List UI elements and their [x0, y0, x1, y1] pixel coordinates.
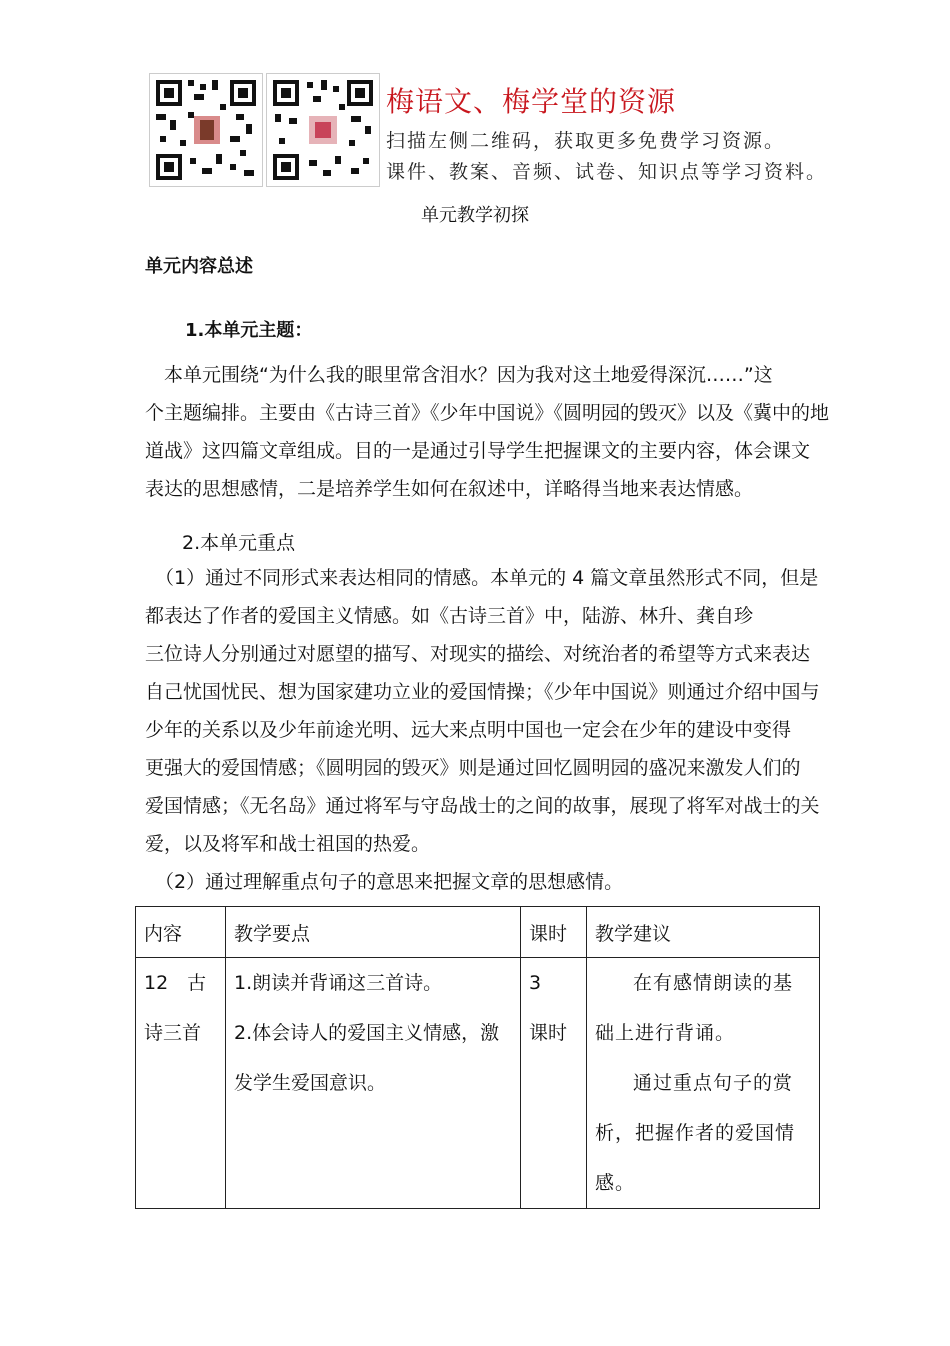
banner-line-1: 扫描左侧二维码，获取更多免费学习资源。	[386, 130, 786, 152]
table-row	[136, 958, 820, 1209]
focus-line: （1）通过不同形式来表达相同的情感。本单元的 4 篇文章虽然形式不同，但是	[155, 567, 819, 589]
focus-line: 爱，以及将军和战士祖国的热爱。	[145, 833, 431, 855]
section-heading: 单元内容总述	[145, 256, 253, 277]
focus-paragraph	[145, 559, 820, 901]
focus-line-2: （2）通过理解重点句子的意思来把握文章的思想感情。	[155, 871, 624, 893]
table-header-row	[136, 907, 820, 958]
theme-line: 道战》这四篇文章组成。目的一是通过引导学生把握课文的主要内容，体会课文	[145, 440, 811, 462]
theme-line: 个主题编排。主要由《古诗三首》《少年中国说》《圆明园的毁灭》以及《冀中的地	[145, 402, 830, 424]
focus-line: 三位诗人分别通过对愿望的描写、对现实的描绘、对统治者的希望等方式来表达	[145, 643, 811, 665]
qr-code-icon	[150, 74, 262, 186]
focus-line: 都表达了作者的爱国主义情感。如《古诗三首》中，陆游、林升、龚自珍	[145, 605, 754, 627]
focus-line: 自己忧国忧民、想为国家建功立业的爱国情操；《少年中国说》则通过介绍中国与	[145, 681, 820, 703]
cell-content: 12 古诗三首	[136, 958, 226, 1209]
suggestion-item: 通过重点句子的赏析，把握作者的爱国情感。	[595, 1072, 796, 1194]
focus-line: 少年的关系以及少年前途光明、远大来点明中国也一定会在少年的建设中变得	[145, 719, 792, 741]
header-points: 教学要点	[226, 907, 521, 958]
qr-code-left	[149, 73, 263, 187]
focus-heading: 2.本单元重点	[182, 532, 296, 554]
header-content: 内容	[136, 907, 226, 958]
focus-line: 爱国情感；《无名岛》通过将军与守岛战士的之间的故事，展现了将军对战士的关	[145, 795, 820, 817]
teaching-plan-table	[135, 906, 820, 1209]
theme-heading: 1.本单元主题：	[185, 320, 313, 341]
theme-line: 表达的思想感情，二是培养学生如何在叙述中，详略得当地来表达情感。	[145, 478, 754, 500]
banner-line-2: 课件、教案、音频、试卷、知识点等学习资料。	[386, 161, 828, 183]
focus-line: 更强大的爱国情感；《圆明园的毁灭》则是通过回忆圆明园的盛况来激发人们的	[145, 757, 801, 779]
cell-suggestions	[587, 958, 820, 1209]
header-suggestions: 教学建议	[587, 907, 820, 958]
theme-line: 本单元围绕“为什么我的眼里常含泪水？因为我对这土地爱得深沉……”这	[164, 364, 773, 386]
cell-points	[226, 958, 521, 1209]
suggestion-item: 在有感情朗读的基础上进行背诵。	[595, 972, 794, 1044]
theme-paragraph	[145, 356, 829, 508]
qr-code-right	[266, 73, 380, 187]
banner-title: 梅语文、梅学堂的资源	[386, 85, 677, 118]
point-item: 1.朗读并背诵这三首诗。	[234, 972, 443, 994]
point-item: 2.体会诗人的爱国主义情感，激发学生爱国意识。	[234, 1022, 500, 1094]
header-hours: 课时	[521, 907, 587, 958]
cell-hours: 3 课时	[521, 958, 587, 1209]
qr-code-icon	[267, 74, 379, 186]
document-title: 单元教学初探	[421, 205, 529, 226]
